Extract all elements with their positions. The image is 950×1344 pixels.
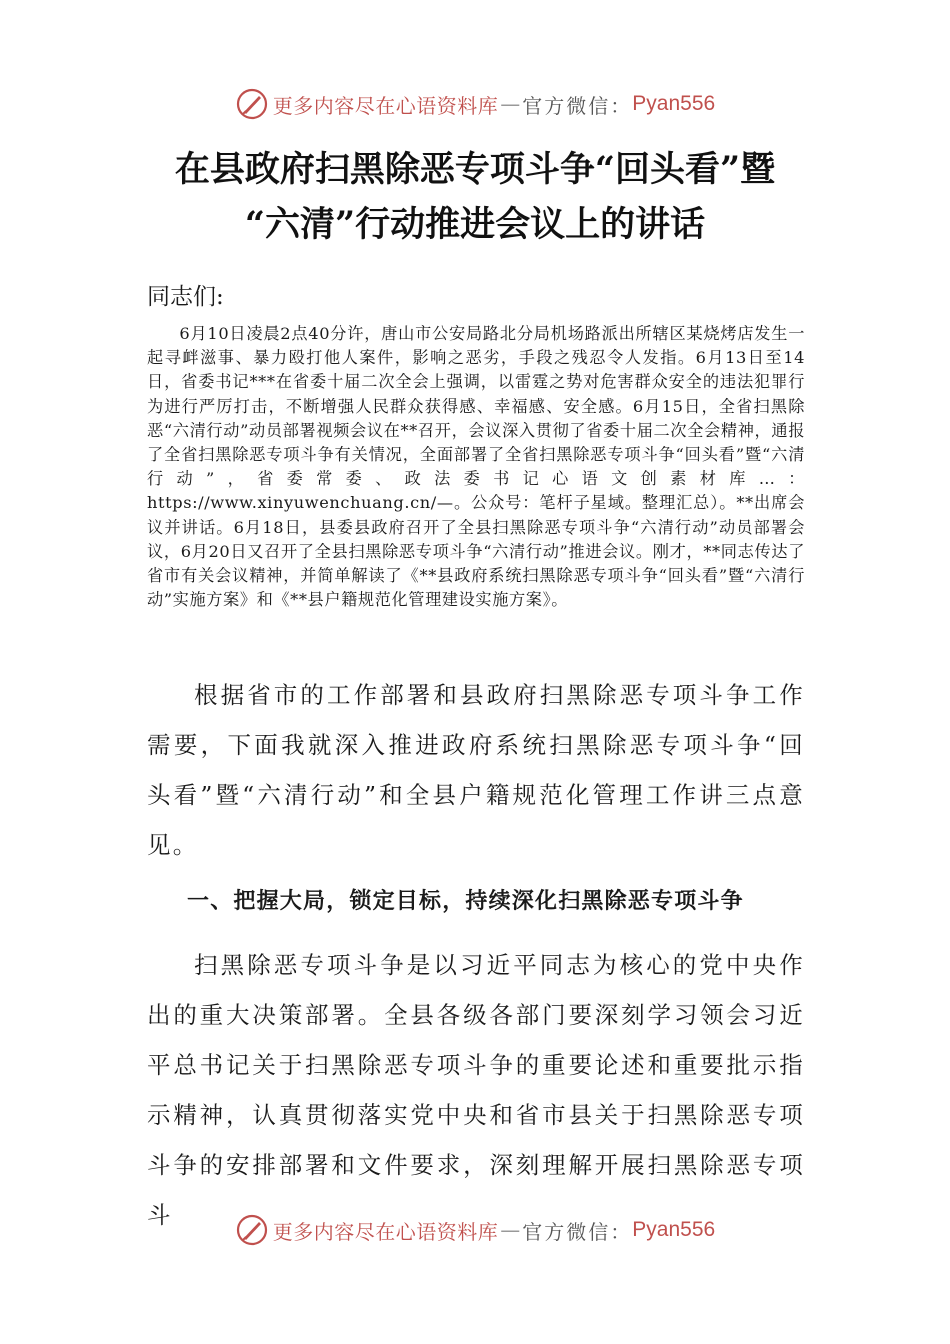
banner-wechat-id: Pyan556 [632,1218,716,1241]
section-heading-1: 一、把握大局，锁定目标，持续深化扫黑除恶专项斗争 [187,889,744,914]
document-title [140,142,810,252]
banner-wechat-label: 官方微信： [522,93,633,118]
banner-wechat-id: Pyan556 [632,92,716,115]
quill-logo-icon [235,1213,269,1247]
footer-watermark-banner [0,1210,950,1250]
banner-dash: — [500,1218,521,1242]
greeting: 同志们: [147,284,224,310]
banner-text: 更多内容尽在心语资料库 [272,93,499,118]
header-watermark-banner [0,84,950,124]
quill-logo-icon [235,87,269,121]
banner-text: 更多内容尽在心语资料库 [272,1219,499,1244]
title-line-1: 在县政府扫黑除恶专项斗争“回头看”暨 [174,149,776,190]
banner-wechat-label: 官方微信： [522,1219,633,1244]
body-paragraph-1: 根据省市的工作部署和县政府扫黑除恶专项斗争工作需要，下面我就深入推进政府系统扫黑除恶专项斗争“回头看”暨“六清行动”和全县户籍规范化管理工作讲三点意见。 [147,681,805,859]
banner-dash: — [500,92,521,116]
intro-paragraph: 6月10日凌晨2点40分许，唐山市公安局路北分局机场路派出所辖区某烧烤店发生一起寻衅滋事、暴力殴打他人案件，影响之恶劣，手段之残忍令人发指。6月13日至14日，省委书记***在省委十届二次全会上强调，以雷霆之势对危害群众安全的违法犯罪行为进行严厉打击，不断增强人民群众获得感、幸福感、安全感。6月15日，全省扫黑除恶“六清行动”动员部署视频会议在**召开，会议深入贯彻了省委十届二次全会精神，通报了全省扫黑除恶专项斗争有关情况，全面部署了全省扫黑除恶专项斗争“回头看”暨“六清行动”，省委常委、政法委书记心语文创素材库…：https://www.xinyuwenchuang.cn/—。公众号：笔杆子星域。整理汇总）。**出席会议并讲话。6月18日，县委县政府召开了全县扫黑除恶专项斗争“六清行动”动员部署会议，6月20日又召开了全县扫黑除恶专项斗争“六清行动”推进会议。刚才，**同志传达了省市有关会议精神，并简单解读了《**县政府系统扫黑除恶专项斗争“回头看”暨“六清行动”实施方案》和《**县户籍规范化管理建设实施方案》。 [147,324,805,610]
title-line-2: “六清”行动推进会议上的讲话 [244,204,706,245]
body-paragraph-2: 扫黑除恶专项斗争是以习近平同志为核心的党中央作出的重大决策部署。全县各级各部门要深刻学习领会习近平总书记关于扫黑除恶专项斗争的重要论述和重要批示指示精神，认真贯彻落实党中央和省市县关于扫黑除恶专项斗争的安排部署和文件要求，深刻理解开展扫黑除恶专项斗 [147,951,805,1229]
